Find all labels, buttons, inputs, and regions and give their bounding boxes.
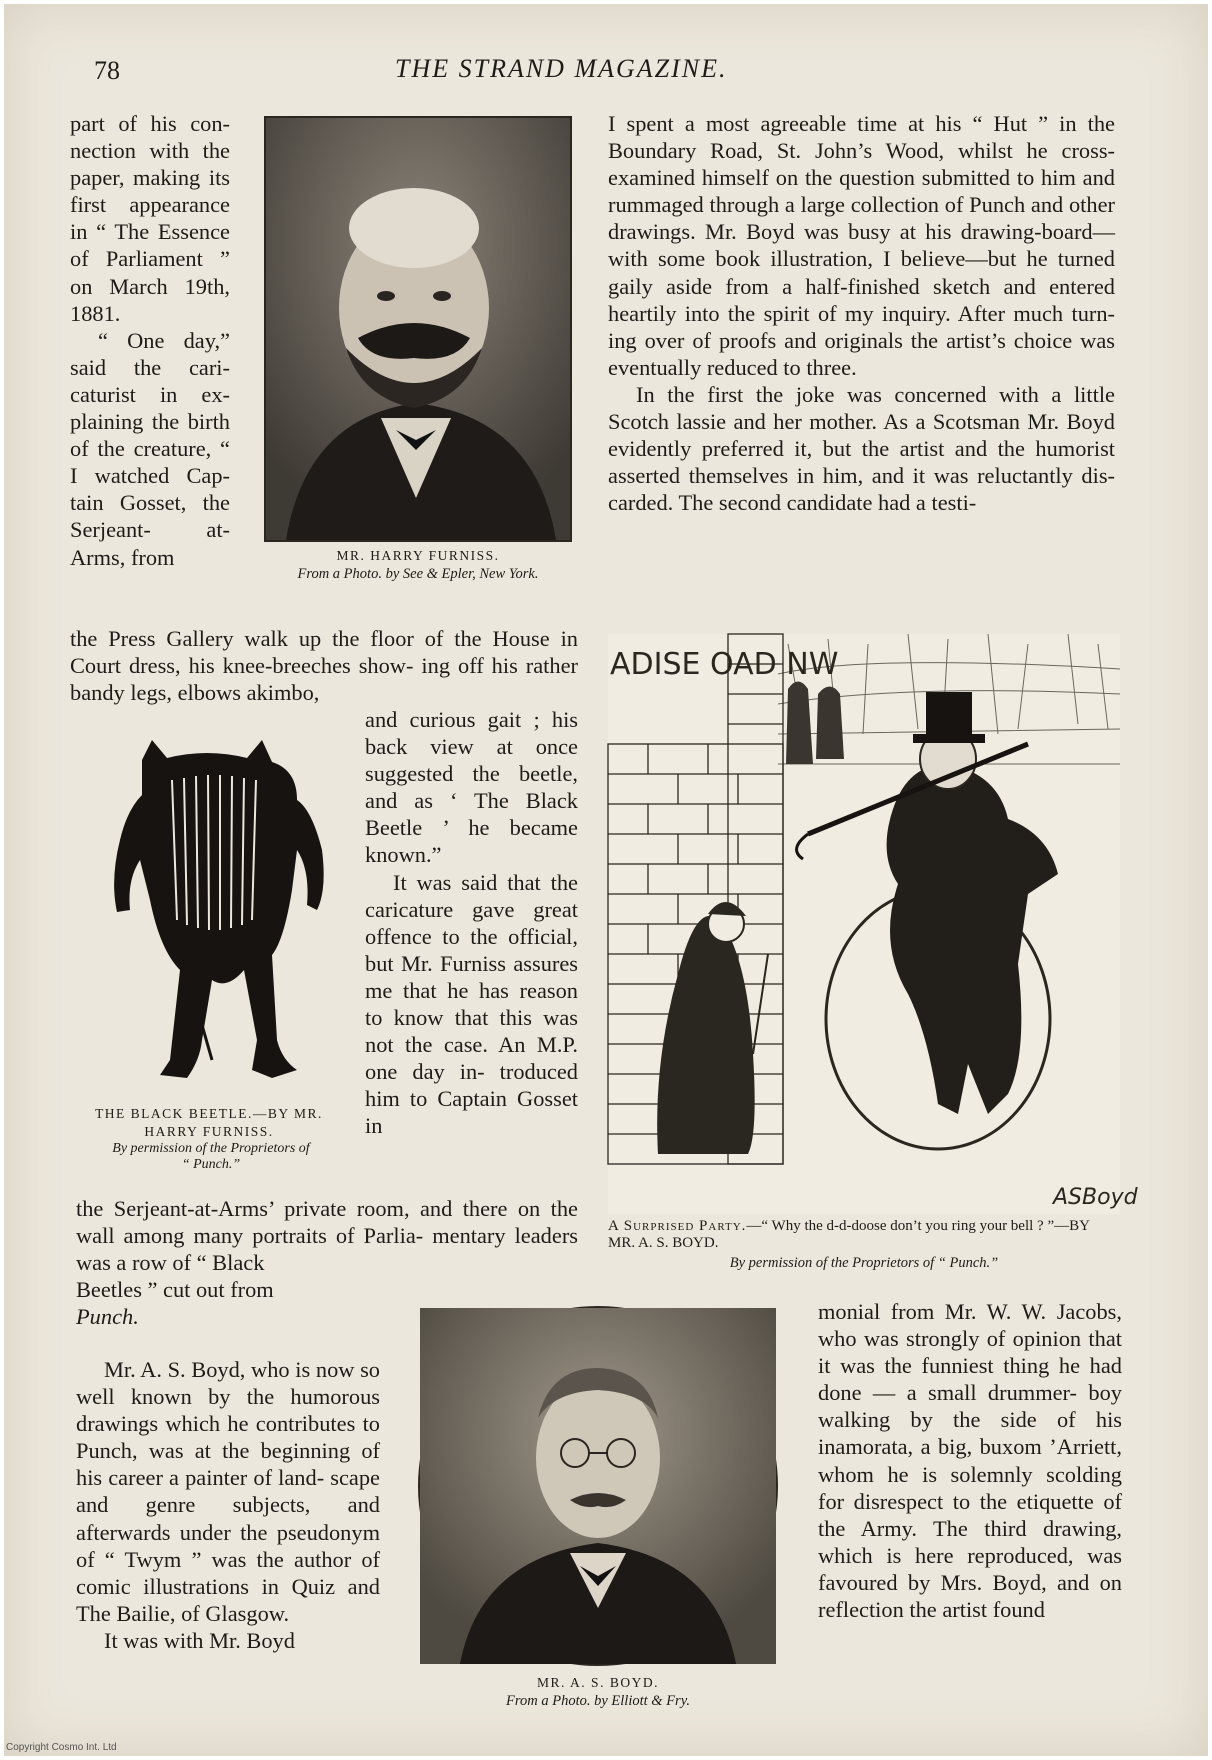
cartoon-caption-quote: —“ Why the d-d-doose don’t you ring your bell ? ”—BY MR. A. S. BOYD. xyxy=(608,1218,1090,1251)
col1-wide-block-2 xyxy=(76,1195,578,1276)
col1-para-wide2: the Serjeant-at-Arms’ private room, and there on the wall among many portraits of Parlia- mentary leaders was a row of “ Black xyxy=(76,1196,578,1276)
col1-narrow-block xyxy=(70,110,230,571)
cartoon-caption xyxy=(608,1218,1120,1252)
furniss-caption-title: MR. HARRY FURNISS. xyxy=(336,548,500,563)
furniss-portrait-art xyxy=(266,118,570,540)
col1-wide-block xyxy=(70,625,578,706)
col1-para-1: part of his con- nection with the paper, making its first appearance in “ The Essence of Parliament ” on March 19th, 1881. xyxy=(70,111,230,326)
col2-para-2: In the first the joke was concerned with a little Scotch lassie and her mother. As a Scotsman Mr. Boyd evidently preferred it, but the artist and the humorist asserted themselves in him, and it was reluctantly dis- carded. The second candidate had a testi- xyxy=(608,381,1115,516)
cartoon-caption-title: A Surprised Party. xyxy=(608,1218,747,1234)
boyd-caption-credit: From a Photo. by Elliott & Fry. xyxy=(506,1693,690,1709)
cartoon-sign-text: ADISE OAD NW xyxy=(610,647,839,682)
beetle-permission-line-2: “ Punch.” xyxy=(181,1157,241,1172)
beetle-permission xyxy=(72,1141,350,1173)
col1-last-a: Beetles ” cut out from xyxy=(76,1277,274,1302)
beetle-caption-line-2: HARRY FURNISS. xyxy=(144,1124,274,1139)
col1-last-block xyxy=(76,1276,378,1330)
black-beetle-illustration xyxy=(72,740,342,1095)
copyright-watermark: Copyright Cosmo Int. Ltd xyxy=(6,1742,117,1753)
cartoon-art xyxy=(608,634,1138,1214)
boyd-block xyxy=(76,1356,380,1654)
beetle-caption-line-1: THE BLACK BEETLE.—BY MR. xyxy=(95,1106,323,1121)
furniss-portrait xyxy=(264,116,572,542)
beetle-caption xyxy=(76,1105,342,1141)
col1-para-2: “ One day,” said the cari- caturist in ex- plaining the birth of the creature, “ I watched Cap- tain Gosset, the Serjeant- at-Arms, from xyxy=(70,327,230,570)
col2-top-block xyxy=(608,110,1115,516)
col1-mid-block xyxy=(365,706,578,1140)
boyd-para-1: Mr. A. S. Boyd, who is now so well known by the humorous drawings which he contributes to Punch, was at the beginning of his career a painter of land- scape and genre subjects, and afterwards under the pseudonym of “ Twym ” was the author of comic illustrations in Quiz and The Bailie, of Glasgow. xyxy=(76,1357,380,1626)
boyd-portrait xyxy=(418,1306,778,1666)
col2-para-bottom: monial from Mr. W. W. Jacobs, who was strongly of opinion that it was the funniest thing he had done — a small drummer- boy walking by the side of his inamorata, a big, buxom ’Arriett, whom he is solemnly scolding for disrespect to the etiquette of the Army. The third drawing, which is here reproduced, was favoured by Mrs. Boyd, and on reflection the artist found xyxy=(818,1299,1122,1623)
page-number: 78 xyxy=(94,56,120,85)
surprised-party-cartoon xyxy=(608,634,1138,1214)
col1-last-b: Punch. xyxy=(76,1304,139,1330)
boyd-portrait-art xyxy=(420,1308,776,1664)
col2-bottom-block xyxy=(818,1298,1122,1623)
running-head: THE STRAND MAGAZINE. xyxy=(395,54,728,83)
cartoon-permission: By permission of the Proprietors of “ Punch.” xyxy=(729,1255,999,1271)
furniss-caption-credit: From a Photo. by See & Epler, New York. xyxy=(297,566,539,582)
col1-para-mid2: It was said that the caricature gave great offence to the official, but Mr. Furniss assures me that he has reason to know that this was not the case. An M.P. one day in- troduced him to Captain Gosset in xyxy=(365,869,578,1139)
beetle-permission-line-1: By permission of the Proprietors of xyxy=(112,1141,310,1156)
boyd-caption-title: MR. A. S. BOYD. xyxy=(537,1675,659,1690)
cartoon-signature: ASBoyd xyxy=(1053,1185,1138,1210)
col1-para-mid: and curious gait ; his back view at once suggested the beetle, and as ‘ The Black Beetle ’ he became known.” xyxy=(365,707,578,868)
col1-para-wide: the Press Gallery walk up the floor of the House in Court dress, his knee-breeches show- ing off his rather bandy legs, elbows akimbo, xyxy=(70,626,578,706)
col2-para-1: I spent a most agreeable time at his “ Hut ” in the Boundary Road, St. John’s Wood, whilst he cross-examined himself on the question submitted to him and rummaged through a large collection of Punch and other drawings. Mr. Boyd was busy at his drawing-board—with some book illustration, I believe—but he turned gaily aside from a half-finished sketch and entered heartily into the spirit of my inquiry. After much turn- ing over of proofs and originals the artist’s choice was eventually reduced to three. xyxy=(608,111,1115,380)
boyd-para-2: It was with Mr. Boyd xyxy=(104,1627,295,1653)
